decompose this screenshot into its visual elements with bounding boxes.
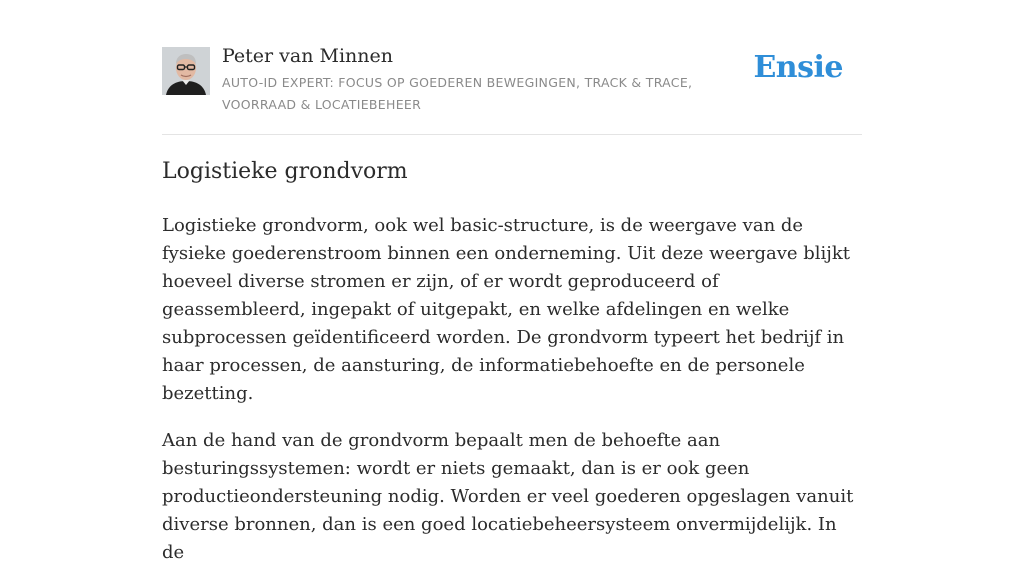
ensie-logo[interactable]: Ensie [753, 50, 843, 85]
author-bio: AUTO-ID EXPERT: FOCUS OP GOEDEREN BEWEGINGEN, TRACK & TRACE, VOORRAAD & LOCATIEBEHEER [222, 75, 693, 112]
article-body [162, 212, 862, 586]
article-paragraph: Logistieke grondvorm, ook wel basic-structure, is de weergave van de fysieke goederenstroom binnen een onderneming. Uit deze weergave blijkt hoeveel diverse stromen er zijn, of er wordt geproduceerd of geassembleerd, ingepakt of uitgepakt, en welke afdelingen en welke subprocessen geïdentificeerd worden. De grondvorm typeert het bedrijf in haar processen, de aansturing, de informatiebehoefte en de personele bezetting. [162, 215, 851, 404]
article-container [162, 0, 862, 563]
author-header [162, 0, 862, 135]
article-title: Logistieke grondvorm [162, 159, 408, 184]
article-paragraph: Aan de hand van de grondvorm bepaalt men de behoefte aan besturingssystemen: wordt er niets gemaakt, dan is er ook geen productieondersteuning nodig. Worden er veel goederen opgeslagen vanuit diverse bronnen, dan is een goed locatiebeheersysteem onvermijdelijk. In de [162, 430, 854, 563]
author-photo-icon [162, 47, 210, 95]
author-name[interactable]: Peter van Minnen [222, 45, 393, 67]
author-avatar[interactable] [162, 47, 210, 95]
